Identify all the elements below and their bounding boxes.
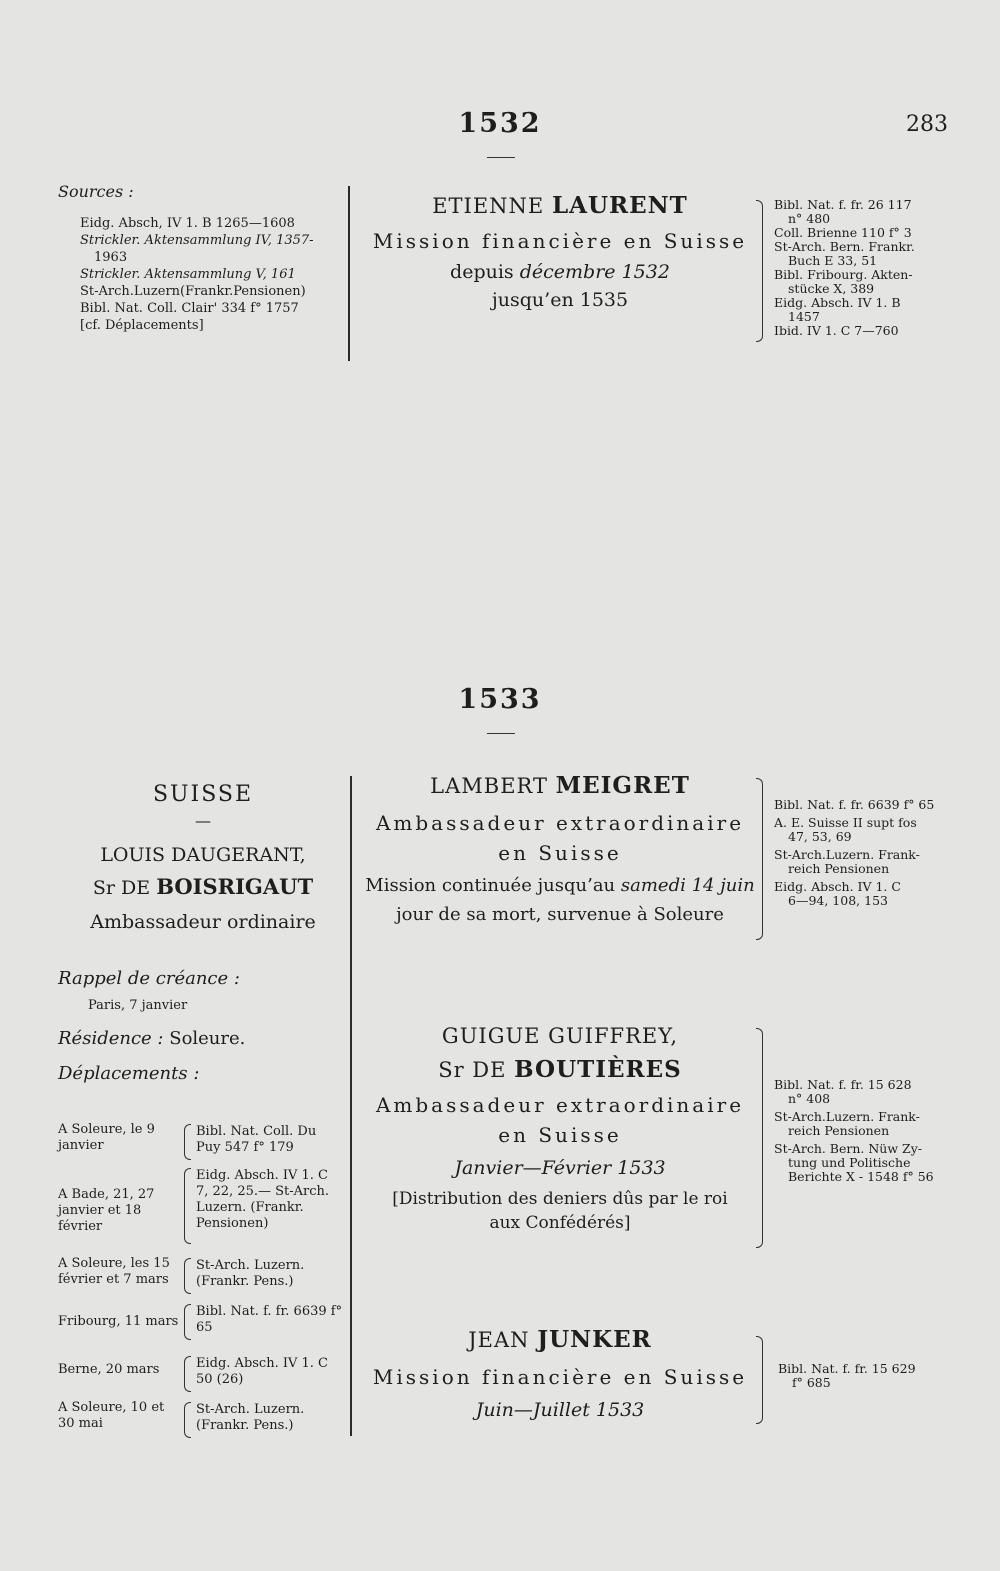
ref-line: 47, 53, 69	[788, 829, 852, 844]
source-line: [cf. Déplacements]	[80, 318, 204, 333]
source-line: 1963	[94, 250, 128, 265]
date-value: décembre 1532	[519, 261, 670, 283]
ref-line: Bibl. Nat. f. fr. 6639 f° 65	[774, 797, 935, 812]
dep-place: A Soleure, le 9 janvier	[58, 1122, 155, 1153]
ambassador-name-line1: LOUIS DAUGERANT,	[100, 844, 306, 866]
mission-line	[360, 875, 760, 896]
ref-line: St-Arch. Bern. Frankr.	[774, 239, 915, 254]
entry-name	[360, 1326, 760, 1353]
residence-line	[58, 1028, 348, 1049]
note-line2: aux Confédérés]	[489, 1213, 631, 1233]
sources-block	[58, 182, 348, 334]
ref-line: tung und Politische	[788, 1155, 911, 1170]
brace	[184, 1124, 191, 1160]
ref-line: f° 685	[792, 1375, 831, 1390]
refs-meigret	[774, 798, 964, 908]
entry-junker	[360, 1326, 760, 1421]
brace	[756, 778, 763, 940]
name-last: LAURENT	[551, 192, 688, 219]
brace	[756, 200, 763, 342]
refs-guiffrey	[774, 1078, 964, 1184]
ambassador-name-line2	[58, 874, 348, 899]
brace	[184, 1356, 191, 1392]
brace	[184, 1258, 191, 1294]
death-line: jour de sa mort, survenue à Soleure	[396, 904, 724, 925]
role-line: Ambassadeur extraordinaire	[375, 811, 745, 835]
refs-junker	[778, 1362, 968, 1390]
dep-place: A Soleure, 10 et 30 mai	[58, 1400, 165, 1431]
ref-line: A. E. Suisse II supt fos	[774, 815, 917, 830]
ref-line: 1457	[788, 309, 820, 324]
source-line: Strickler. Aktensammlung IV, 1357-	[80, 233, 314, 248]
page-number: 283	[906, 112, 948, 137]
dep-ref: St-Arch. Luzern. (Frankr. Pens.)	[196, 1402, 305, 1433]
brace	[756, 1336, 763, 1424]
entry-guiffrey	[360, 1024, 760, 1233]
ref-line: Ibid. IV 1. C 7—760	[774, 323, 899, 338]
ref-line: Coll. Brienne 110 f° 3	[774, 225, 912, 240]
ref-line: Eidg. Absch. IV 1. B	[774, 295, 901, 310]
suisse-heading: SUISSE	[152, 782, 254, 807]
mission-line: Mission financière en Suisse	[372, 1365, 748, 1389]
ref-line: Bibl. Nat. f. fr. 26 117	[774, 197, 912, 212]
source-line: Eidg. Absch, IV 1. B 1265—1608	[80, 216, 295, 231]
entry-laurent	[360, 192, 760, 311]
brace	[184, 1402, 191, 1438]
ref-line: Buch E 33, 51	[788, 253, 878, 268]
source-line: Bibl. Nat. Coll. Clair' 334 f° 1757	[80, 301, 299, 316]
source-line: Strickler. Aktensammlung V, 161	[80, 267, 296, 282]
ref-line: Bibl. Nat. f. fr. 15 628	[774, 1077, 912, 1092]
sources-title: Sources :	[58, 182, 134, 201]
mission-date: samedi 14 juin	[620, 875, 755, 896]
dep-ref: Bibl. Nat. Coll. Du Puy 547 f° 179	[196, 1124, 317, 1155]
column-divider	[348, 186, 350, 361]
dep-place: Fribourg, 11 mars	[58, 1314, 179, 1329]
date-line-end: jusqu’en 1535	[491, 289, 629, 311]
date-prefix: depuis	[450, 261, 514, 283]
note-line1: [Distribution des deniers dûs par le roi	[392, 1189, 728, 1209]
dates-line: Juin—Juillet 1533	[475, 1399, 645, 1421]
role-line: Ambassadeur extraordinaire	[375, 1093, 745, 1117]
dep-ref: St-Arch. Luzern. (Frankr. Pens.)	[196, 1258, 305, 1289]
entry-name	[360, 772, 760, 799]
refs-laurent	[774, 198, 964, 338]
column-divider	[350, 776, 352, 1436]
entry-meigret	[360, 772, 760, 925]
dep-ref: Bibl. Nat. f. fr. 6639 f° 65	[196, 1304, 343, 1335]
ref-line: stücke X, 389	[788, 281, 875, 296]
ref-line: 6—94, 108, 153	[788, 893, 888, 908]
name-last: MEIGRET	[555, 772, 690, 799]
suisse-block	[58, 782, 348, 933]
ref-line: reich Pensionen	[788, 1123, 890, 1138]
entry-name-line2	[360, 1056, 760, 1083]
brace	[756, 1028, 763, 1248]
mission-line: Mission financière en Suisse	[372, 229, 748, 253]
entry-name	[360, 192, 760, 219]
place-line: en Suisse	[498, 1123, 622, 1147]
ref-line: St-Arch.Luzern. Frank-	[774, 1109, 920, 1124]
name-first: JEAN	[468, 1328, 530, 1352]
residence-value: Soleure.	[169, 1028, 246, 1049]
rappel-block	[58, 968, 348, 1084]
year-heading-1533: 1533	[458, 684, 542, 715]
ref-line: n° 408	[788, 1091, 831, 1106]
name-first: ETIENNE	[432, 194, 545, 218]
dep-place: A Soleure, les 15 février et 7 mars	[58, 1256, 170, 1287]
source-line: St-Arch.Luzern(Frankr.Pensionen)	[80, 284, 306, 299]
ref-line: St-Arch.Luzern. Frank-	[774, 847, 920, 862]
deplacements-label: Déplacements :	[58, 1063, 200, 1084]
dep-ref: Eidg. Absch. IV 1. C 7, 22, 25.— St-Arch. Luzern. (Frankr. Pensionen)	[196, 1168, 330, 1231]
name-first: LAMBERT	[430, 774, 548, 798]
ref-line: St-Arch. Bern. Nüw Zy-	[774, 1141, 922, 1156]
dates-line: Janvier—Février 1533	[454, 1157, 666, 1179]
dep-place: A Bade, 21, 27 janvier et 18 février	[58, 1187, 155, 1234]
residence-label: Résidence :	[58, 1028, 164, 1049]
name-last: JUNKER	[537, 1326, 652, 1353]
ref-line: n° 480	[788, 211, 831, 226]
ref-line: Bibl. Nat. f. fr. 15 629	[778, 1361, 916, 1376]
year-rule	[487, 733, 515, 734]
dep-place: Berne, 20 mars	[58, 1362, 160, 1377]
mission-prefix: Mission continuée jusqu’au	[365, 875, 616, 896]
date-line	[360, 261, 760, 283]
place-line: en Suisse	[498, 841, 622, 865]
suisse-dash: —	[195, 811, 211, 830]
dep-ref: Eidg. Absch. IV 1. C 50 (26)	[196, 1356, 328, 1387]
header-rule	[487, 157, 515, 158]
ref-line: Berichte X - 1548 f° 56	[788, 1169, 934, 1184]
ref-line: reich Pensionen	[788, 861, 890, 876]
name-prefix: Sr DE	[92, 877, 151, 899]
rappel-value: Paris, 7 janvier	[88, 998, 188, 1013]
rappel-label: Rappel de créance :	[58, 968, 240, 989]
brace	[184, 1304, 191, 1340]
brace	[184, 1168, 191, 1244]
ref-line: Bibl. Fribourg. Akten-	[774, 267, 913, 282]
name-last: BOISRIGAUT	[156, 874, 314, 899]
name-last: BOUTIÈRES	[514, 1056, 682, 1083]
ref-line: Eidg. Absch. IV 1. C	[774, 879, 901, 894]
name-prefix: Sr DE	[438, 1058, 507, 1082]
ambassador-role: Ambassadeur ordinaire	[90, 911, 316, 933]
year-heading-1532: 1532	[458, 108, 542, 139]
entry-name-line1: GUIGUE GUIFFREY,	[441, 1024, 679, 1048]
